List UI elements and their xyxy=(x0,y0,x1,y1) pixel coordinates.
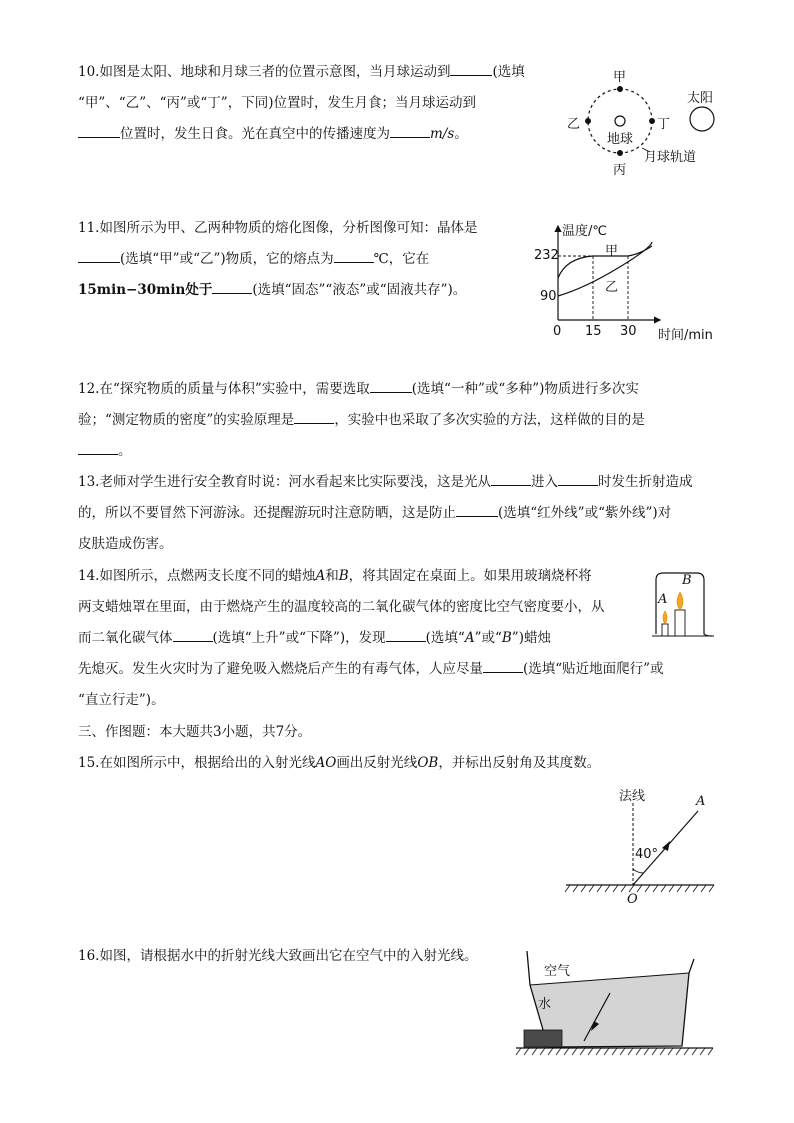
refraction-figure xyxy=(512,945,717,1060)
blank[interactable] xyxy=(173,627,213,642)
question-13: 13.老师对学生进行安全教育时说：河水看起来比实际要浅，这是光从 进入 时发生折射造成 的，所以不要冒然下河游泳。还提醒游玩时注意防晒，这是防止 (选填“红外线”或“紫外线”)对 皮肤造成伤害。 xyxy=(78,467,728,560)
blank[interactable] xyxy=(78,248,120,263)
label-ding: 丁 xyxy=(657,117,671,132)
sun-earth-moon-figure xyxy=(560,60,730,180)
moon-yi xyxy=(585,118,591,124)
blank[interactable] xyxy=(78,123,120,138)
section-3-title: 三、作图题：本大题共3小题，共7分。 xyxy=(78,724,312,740)
label-earth: 地球 xyxy=(607,132,634,147)
question-14: 14.如图所示，点燃两支长度不同的蜡烛A和B，将其固定在桌面上。如果用玻璃烧杯将 两支蜡烛罩在里面，由于燃烧产生的温度较高的二氧化碳气体的密度比空气密度要小，从 而二氧化碳气体 (选填“上升”或“下降”)，发现 (选填“A”或“B”)蜡烛 先熄灭。发生火灾时为了避免吸入燃烧后产生的有毒气体，人应尽量 (选填“贴近地面爬行”或 “直立行走”)。 xyxy=(78,568,664,708)
blank[interactable] xyxy=(370,378,412,393)
label-bing: 丙 xyxy=(613,163,627,178)
label-angle: 40° xyxy=(635,847,659,862)
flame-a xyxy=(663,611,667,624)
tick-232: 232 xyxy=(534,248,559,263)
tick-30: 30 xyxy=(620,324,637,339)
label-jia: 甲 xyxy=(605,244,619,259)
candle-b xyxy=(675,610,685,636)
label-a: A xyxy=(696,794,706,809)
tick-15: 15 xyxy=(585,324,602,339)
label-air: 空气 xyxy=(544,964,571,979)
reflection-figure xyxy=(560,783,720,908)
candle-a xyxy=(662,624,668,636)
moon-ding xyxy=(649,118,655,124)
blank[interactable] xyxy=(334,248,374,263)
tick-90: 90 xyxy=(540,289,557,304)
label-b: B xyxy=(682,573,692,588)
blank[interactable] xyxy=(558,471,598,486)
candles-figure xyxy=(648,570,718,640)
moon-bing xyxy=(617,150,623,156)
sun xyxy=(690,107,714,131)
blank[interactable] xyxy=(450,61,492,76)
x-axis-label: 时间/min xyxy=(658,328,713,343)
blank[interactable] xyxy=(491,471,531,486)
blank[interactable] xyxy=(483,658,523,673)
flame-b xyxy=(677,592,683,610)
blank[interactable] xyxy=(294,409,334,424)
label-jia: 甲 xyxy=(613,70,627,85)
earth xyxy=(615,116,625,126)
label-water: 水 xyxy=(538,997,552,1012)
ray-arrow xyxy=(662,841,670,851)
question-11: 11.如图所示为甲、乙两种物质的熔化图像，分析图像可知：晶体是 (选填“甲”或“乙”)物质，它的熔点为 ℃，它在 15min−30min处于 (选填“固态”“液态”或“固液共存”)。 xyxy=(78,220,478,298)
question-15: 15.在如图所示中，根据给出的入射光线AO画出反射光线OB，并标出反射角及其度数。 xyxy=(78,755,601,771)
moon-jia xyxy=(617,86,623,92)
melting-graph xyxy=(530,218,725,343)
label-orbit: 月球轨道 xyxy=(644,150,697,165)
question-10: 10.如图是太阳、地球和月球三者的位置示意图，当月球运动到 (选填 “甲”、“乙”、“丙”或“丁”，下同)位置时，发生月食；当月球运动到 位置时，发生日食。光在真空中的传播速度为 m/s。 xyxy=(78,57,548,150)
support-block xyxy=(524,1030,562,1047)
label-a: A xyxy=(658,592,668,607)
blank[interactable] xyxy=(386,627,426,642)
label-normal: 法线 xyxy=(619,789,646,804)
blank[interactable] xyxy=(212,279,252,294)
question-12: 12.在“探究物质的质量与体积”实验中，需要选取 (选填“一种”或“多种”)物质进行多次实 验；“测定物质的密度”的实验原理是 ，实验中也采取了多次实验的方法，这样做的目的是 。 xyxy=(78,374,728,467)
blank[interactable] xyxy=(456,502,498,517)
blank[interactable] xyxy=(78,440,118,455)
y-axis-label: 温度/℃ xyxy=(562,224,607,239)
label-yi: 乙 xyxy=(605,280,619,295)
label-sun: 太阳 xyxy=(687,91,714,106)
question-16: 16.如图，请根据水中的折射光线大致画出它在空气中的入射光线。 xyxy=(78,948,478,964)
label-yi: 乙 xyxy=(567,117,581,132)
label-o: O xyxy=(627,892,638,907)
tick-0: 0 xyxy=(553,324,562,339)
blank[interactable] xyxy=(390,123,430,138)
